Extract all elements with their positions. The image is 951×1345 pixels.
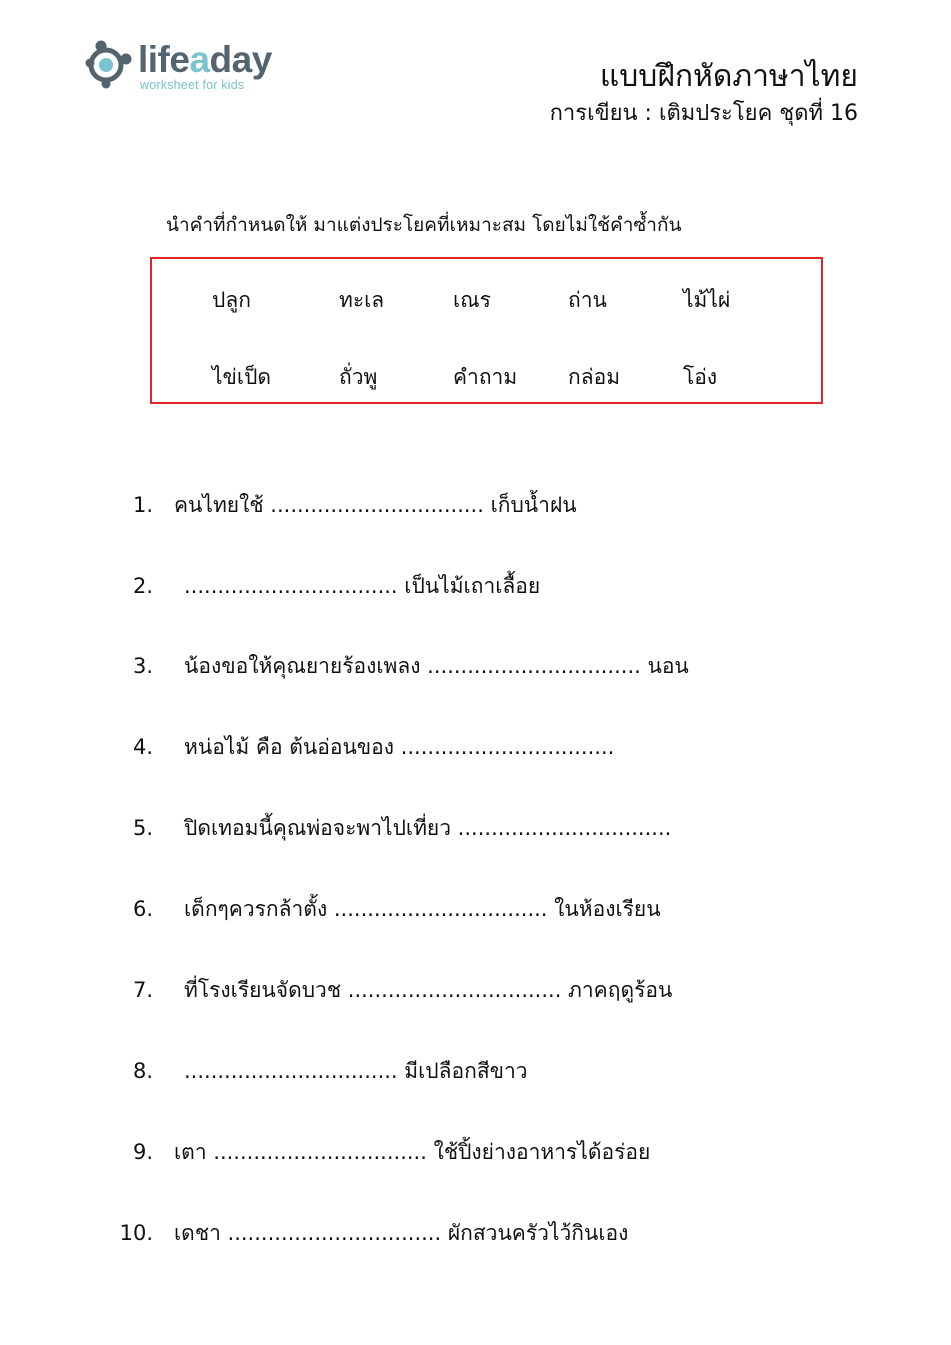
- question-text: ปิดเทอมนี้คุณพ่อจะพาไปเที่ยว ................................: [184, 816, 672, 840]
- question-number: 10.: [119, 1221, 153, 1245]
- question-number: 6.: [132, 897, 153, 921]
- worksheet-subtitle: การเขียน : เติมประโยค ชุดที่ 16: [549, 101, 858, 126]
- question-number: 5.: [132, 816, 153, 840]
- molecule-logo-icon: [84, 38, 136, 90]
- question-number: 4.: [132, 735, 153, 759]
- word-bank-item: ถั่วพู: [339, 365, 378, 389]
- word-bank-item: ถ่าน: [568, 288, 607, 312]
- question-number: 3.: [132, 654, 153, 678]
- logo-wordmark: lifeaday: [138, 39, 272, 80]
- question-text: ................................ เป็นไม้เถาเลื้อย: [184, 574, 541, 598]
- logo-tagline: worksheet for kids: [140, 78, 245, 92]
- question-number: 9.: [132, 1140, 153, 1164]
- question-number: 7.: [132, 978, 153, 1002]
- word-bank-item: คำถาม: [453, 365, 518, 389]
- question-text: ที่โรงเรียนจัดบวช ................................ ภาคฤดูร้อน: [184, 978, 673, 1002]
- word-bank-item: ปลูก: [212, 288, 251, 312]
- logo: [84, 36, 284, 96]
- instruction-text: นำคำที่กำหนดให้ มาแต่งประโยคที่เหมาะสม โดยไม่ใช้คำซ้ำกัน: [166, 214, 682, 236]
- word-bank-item: ทะเล: [339, 288, 385, 312]
- question-text: เตา ................................ ใช้ปิ้งย่างอาหารได้อร่อย: [174, 1140, 651, 1164]
- question-text: หน่อไม้ คือ ต้นอ่อนของ ................................: [184, 735, 615, 759]
- question-text: คนไทยใช้ ................................ เก็บน้ำฝน: [174, 493, 577, 517]
- word-bank-item: โอ่ง: [683, 365, 718, 389]
- word-bank-item: ไม้ไผ่: [683, 288, 731, 312]
- question-text: เดชา ................................ ผักสวนครัวไว้กินเอง: [174, 1221, 629, 1245]
- worksheet-title: แบบฝึกหัดภาษาไทย: [599, 59, 858, 94]
- question-text: ................................ มีเปลือกสีขาว: [184, 1059, 528, 1083]
- question-text: น้องขอให้คุณยายร้องเพลง ................................ นอน: [184, 654, 689, 678]
- word-bank-item: กล่อม: [568, 365, 621, 389]
- question-number: 2.: [132, 574, 153, 598]
- question-number: 1.: [132, 493, 153, 517]
- word-bank-item: ไข่เป็ด: [212, 365, 272, 389]
- question-text: เด็กๆควรกล้าตั้ง ................................ ในห้องเรียน: [184, 897, 661, 921]
- word-bank-item: เณร: [453, 288, 491, 312]
- question-number: 8.: [132, 1059, 153, 1083]
